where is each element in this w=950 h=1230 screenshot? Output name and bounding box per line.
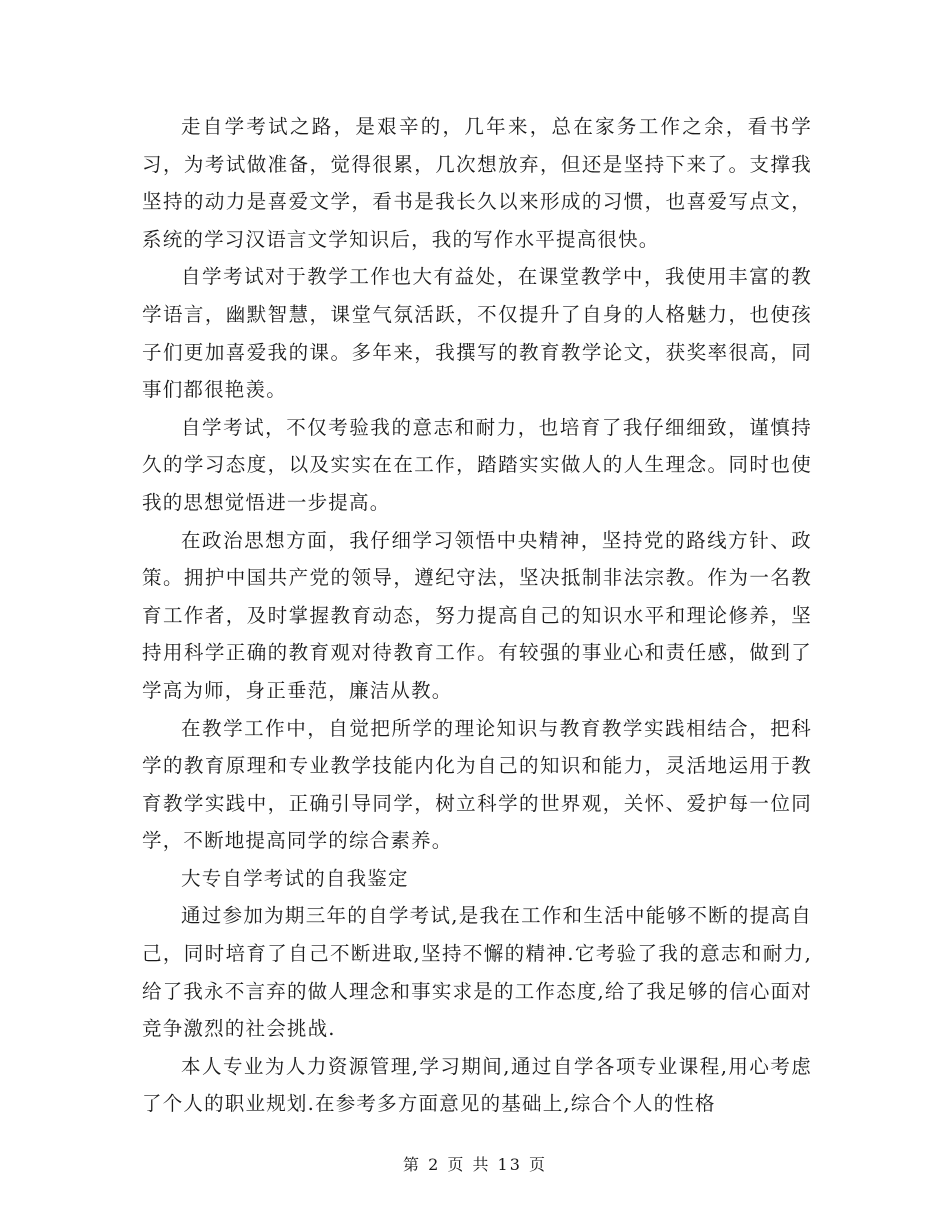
page-number-footer: 第 2 页 共 13 页 — [403, 1155, 547, 1174]
paragraph-will-and-endurance: 自学考试，不仅考验我的意志和耐力，也培育了我仔细细致，谨慎持久的学习态度，以及实实在在工作，踏踏实实做人的人生理念。同时也使我的思想觉悟进一步提高。 — [142, 415, 812, 514]
paragraph-teaching-benefits: 自学考试对于教学工作也大有益处，在课堂教学中，我使用丰富的教学语言，幽默智慧，课堂气氛活跃，不仅提升了自身的人格魅力，也使孩子们更加喜爱我的课。多年来，我撰写的教育教学论文，获奖率很高，同事们都很艳羡。 — [142, 265, 812, 402]
document-body — [142, 108, 812, 1123]
paragraph-three-year-study: 通过参加为期三年的自学考试,是我在工作和生活中能够不断的提高自己，同时培育了自己不断进取,坚持不懈的精神.它考验了我的意志和耐力,给了我永不言弃的做人理念和事实求是的工作态度,给了我足够的信心面对竞争激烈的社会挑战. — [142, 904, 812, 1041]
paragraph-political-thought: 在政治思想方面，我仔细学习领悟中央精神，坚持党的路线方针、政策。拥护中国共产党的领导，遵纪守法，坚决抵制非法宗教。作为一名教育工作者，及时掌握教育动态，努力提高自己的知识水平和理论修养，坚持用科学正确的教育观对待教育工作。有较强的事业心和责任感，做到了学高为师，身正垂范，廉洁从教。 — [142, 528, 812, 702]
paragraph-hr-major: 本人专业为人力资源管理,学习期间,通过自学各项专业课程,用心考虑了个人的职业规划.在参考多方面意见的基础上,综合个人的性格 — [142, 1054, 812, 1116]
section-heading: 大专自学考试的自我鉴定 — [181, 866, 409, 890]
paragraph-self-study-path: 走自学考试之路，是艰辛的，几年来，总在家务工作之余，看书学习，为考试做准备，觉得很累，几次想放弃，但还是坚持下来了。支撑我坚持的动力是喜爱文学，看书是我长久以来形成的习惯，也喜爱写点文，系统的学习汉语言文学知识后，我的写作水平提高很快。 — [142, 115, 812, 251]
paragraph-teaching-work: 在教学工作中，自觉把所学的理论知识与教育教学实践相结合，把科学的教育原理和专业教学技能内化为自己的知识和能力，灵活地运用于教育教学实践中，正确引导同学，树立科学的世界观，关怀、爱护每一位同学，不断地提高同学的综合素养。 — [142, 716, 812, 853]
